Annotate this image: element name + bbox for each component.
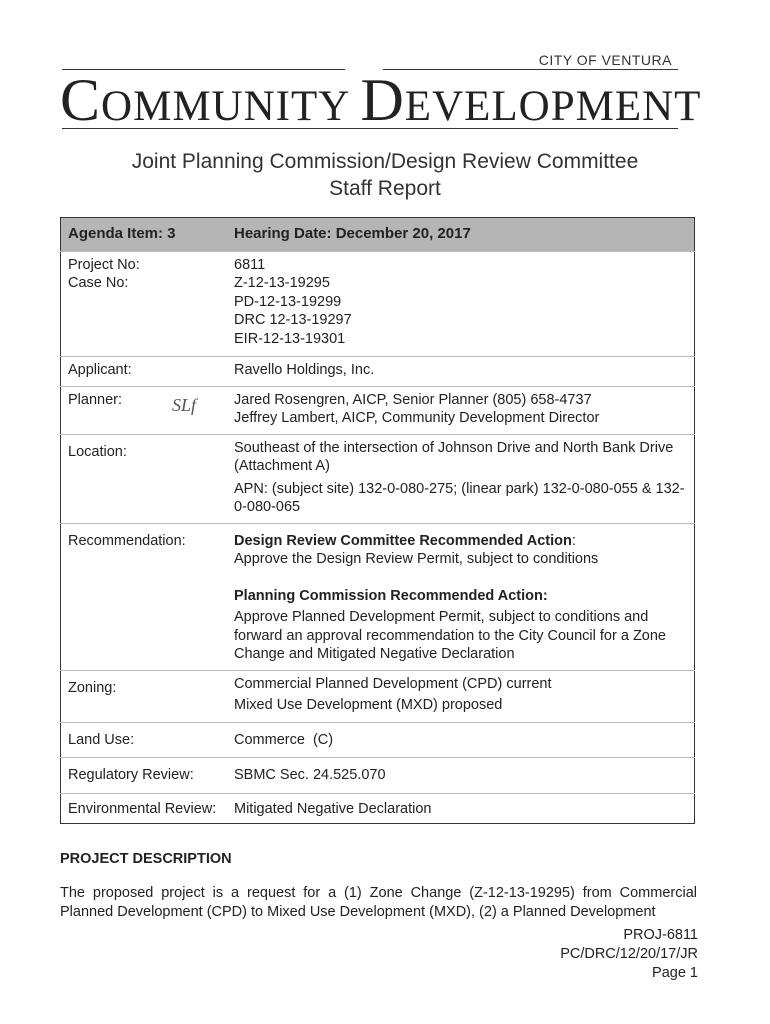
- report-title-line2: Staff Report: [329, 177, 441, 200]
- description-text: The proposed project is a request for a (1) Zone Change (Z-12-13-19295) from Commercial Planned Development (CPD) to Mixed Use Development (MXD), (2) a Planned Development: [60, 885, 697, 920]
- case-number-4: EIR-12-13-19301: [234, 330, 346, 347]
- table-row-zoning: [61, 670, 695, 722]
- masthead-initial-d: D: [360, 67, 405, 133]
- planner-2: Jeffrey Lambert, AICP, Community Development Director: [234, 410, 600, 426]
- project-label: Project No:: [68, 256, 140, 273]
- report-title: [0, 148, 770, 202]
- drc-action-text: Approve the Design Review Permit, subject to conditions: [234, 551, 599, 567]
- table-row-environmental: [61, 793, 695, 824]
- environmental-value: Mitigated Negative Declaration: [227, 793, 695, 824]
- hearing-date: Hearing Date: December 20, 2017: [227, 218, 695, 252]
- project-description: [60, 884, 697, 922]
- page-number: Page 1: [652, 965, 698, 981]
- location-label: Location:: [61, 434, 228, 523]
- report-title-line1: Joint Planning Commission/Design Review Committee: [131, 150, 639, 173]
- applicant-value: Ravello Holdings, Inc.: [227, 357, 695, 387]
- location-apn: APN: (subject site) 132-0-080-275; (linear park) 132-0-080-055 & 132-0-080-065: [234, 480, 685, 515]
- masthead-word-2: EVELOPMENT: [404, 83, 702, 130]
- page-footer: [560, 926, 698, 983]
- table-row-recommendation: [61, 523, 695, 670]
- case-number-2: PD-12-13-19299: [234, 293, 342, 310]
- agenda-item: Agenda Item: 3: [61, 218, 228, 252]
- zoning-proposed: Mixed Use Development (MXD) proposed: [234, 697, 503, 713]
- case-number-1: Z-12-13-19295: [234, 275, 330, 291]
- case-number-3: DRC 12-13-19297: [234, 312, 352, 328]
- planner-label: Planner:: [61, 386, 228, 434]
- pc-action-title: Planning Commission Recommended Action:: [234, 587, 548, 604]
- table-row-applicant: [61, 357, 695, 387]
- regulatory-value: SBMC Sec. 24.525.070: [227, 758, 695, 794]
- masthead-initial-c: C: [60, 67, 102, 133]
- department-masthead: [60, 67, 702, 133]
- zoning-current: Commercial Planned Development (CPD) current: [234, 675, 552, 692]
- footer-report-code: PC/DRC/12/20/17/JR: [560, 946, 698, 962]
- planner-1: Jared Rosengren, AICP, Senior Planner (805) 658-4737: [234, 391, 592, 408]
- recommendation-label: Recommendation:: [61, 523, 228, 670]
- table-row-project: [61, 251, 695, 357]
- case-label: Case No:: [68, 275, 129, 291]
- pc-action-text: Approve Planned Development Permit, subject to conditions and forward an approval recommendation to the City Council for a Zone Change and Mitigated Negative Declaration: [234, 609, 666, 662]
- drc-action-heading: Design Review Committee Recommended Action:: [234, 532, 576, 549]
- table-header-row: [61, 218, 695, 252]
- environmental-label: Environmental Review:: [61, 793, 228, 824]
- land-use-value: Commerce (C): [227, 722, 695, 758]
- section-heading: PROJECT DESCRIPTION: [60, 851, 232, 867]
- table-row-land-use: [61, 722, 695, 758]
- report-info-table: [60, 217, 695, 824]
- project-number: 6811: [234, 256, 266, 273]
- applicant-label: Applicant:: [61, 357, 228, 387]
- table-row-location: [61, 434, 695, 523]
- table-row-regulatory: [61, 758, 695, 794]
- city-label: CITY OF VENTURA: [538, 52, 672, 68]
- regulatory-label: Regulatory Review:: [61, 758, 228, 794]
- footer-project-id: PROJ-6811: [623, 927, 698, 943]
- signature-initials: SLf: [172, 395, 197, 415]
- location-description: Southeast of the intersection of Johnson Drive and North Bank Drive (Attachment A): [234, 439, 674, 474]
- drc-action-title: Design Review Committee Recommended Action: [234, 532, 572, 549]
- table-row-planner: [61, 386, 695, 434]
- masthead-rule-bottom: [62, 128, 678, 129]
- zoning-label: Zoning:: [61, 670, 228, 722]
- land-use-label: Land Use:: [61, 722, 228, 758]
- masthead-word-1: OMMUNITY: [101, 83, 361, 130]
